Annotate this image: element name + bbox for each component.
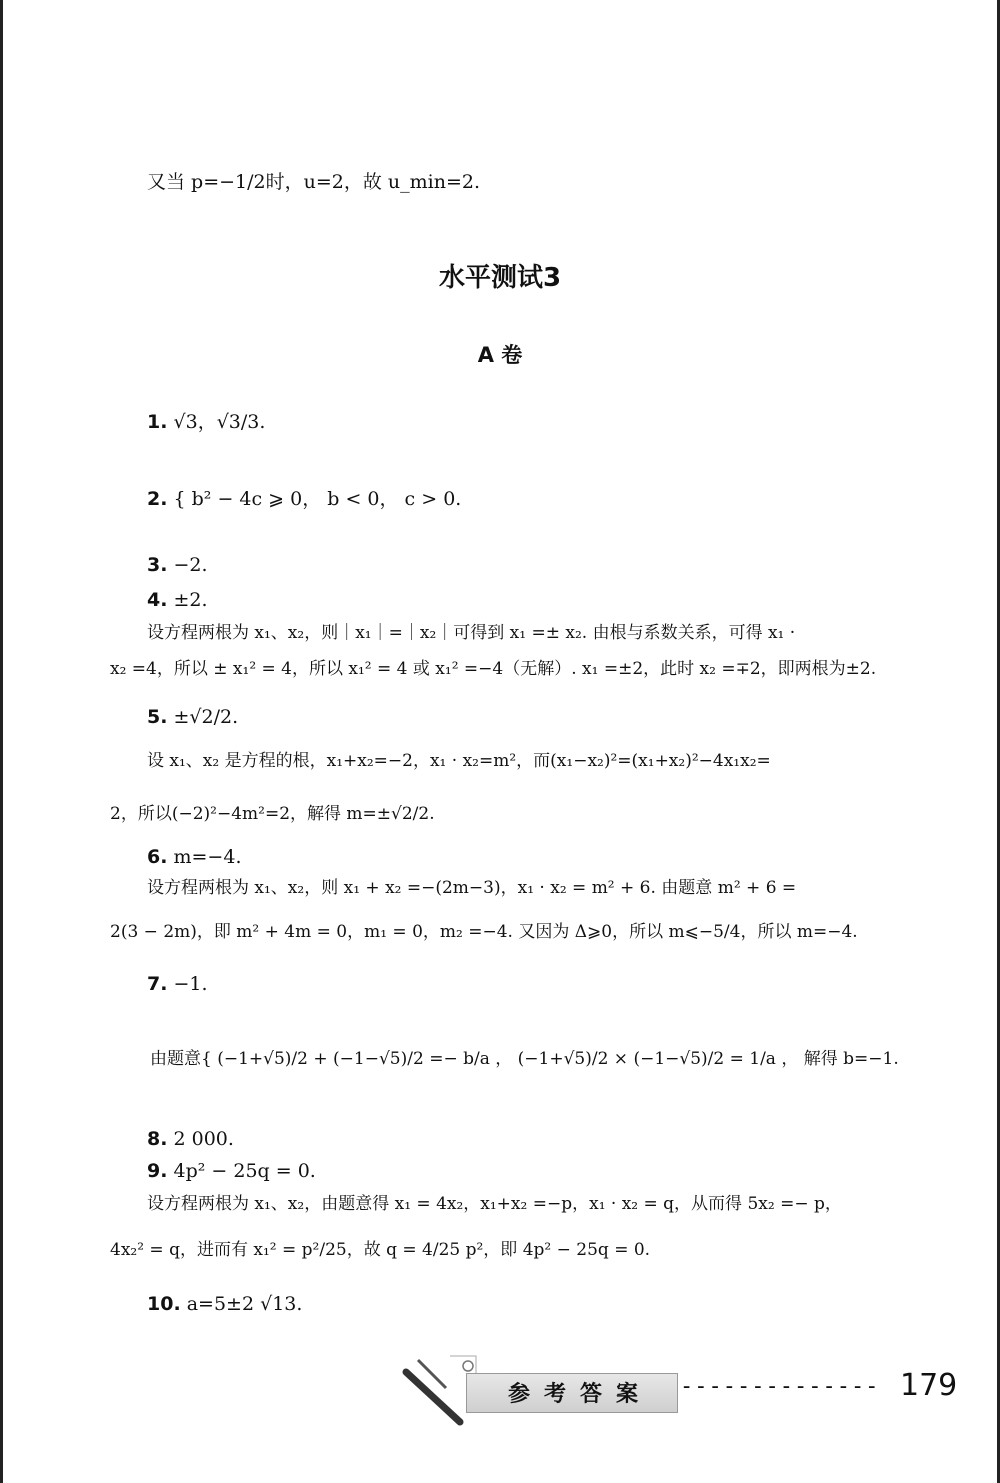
footer-dashes: --------------	[680, 1374, 880, 1399]
answer-2: 2. { b² − 4c ⩾ 0， b < 0， c > 0.	[147, 488, 462, 510]
answer-4: 4. ±2.	[147, 589, 208, 611]
section-title: 水平测试3	[438, 263, 562, 293]
footer-label: 参考答案	[508, 1382, 653, 1407]
answer-1: 1. √3，√3/3.	[147, 411, 266, 433]
answer-4-explanation-line-2: x₂ =4，所以 ± x₁² = 4，所以 x₁² = 4 或 x₁² =−4（无解）. x₁ =±2，此时 x₂ =∓2，即两根为±2.	[110, 659, 877, 679]
answer-6-explanation-line-1: 设方程两根为 x₁、x₂，则 x₁ + x₂ =−(2m−3)，x₁ · x₂ = m² + 6. 由题意 m² + 6 =	[147, 878, 797, 898]
answer-9: 9. 4p² − 25q = 0.	[147, 1160, 316, 1182]
answer-7-explanation: 由题意{ (−1+√5)/2 + (−1−√5)/2 =− b/a ， (−1+√5)/2 × (−1−√5)/2 = 1/a ， 解得 b=−1.	[150, 1049, 899, 1069]
answer-8: 8. 2 000.	[147, 1128, 234, 1150]
answer-5: 5. ±√2/2.	[147, 706, 239, 728]
answer-3: 3. −2.	[147, 554, 208, 576]
answer-5-explanation-line-1: 设 x₁、x₂ 是方程的根，x₁+x₂=−2，x₁ · x₂=m²，而(x₁−x₂)²=(x₁+x₂)²−4x₁x₂=	[147, 751, 771, 771]
answer-6-explanation-line-2: 2(3 − 2m)，即 m² + 4m = 0，m₁ = 0，m₂ =−4. 又因为 Δ⩾0，所以 m⩽−5/4，所以 m=−4.	[110, 922, 858, 942]
answer-9-explanation-line-2: 4x₂² = q，进而有 x₁² = p²/25，故 q = 4/25 p²，即 4p² − 25q = 0.	[110, 1240, 651, 1260]
answer-9-explanation-line-1: 设方程两根为 x₁、x₂，由题意得 x₁ = 4x₂，x₁+x₂ =−p，x₁ · x₂ = q，从而得 5x₂ =− p，	[147, 1194, 842, 1214]
answer-7: 7. −1.	[147, 973, 208, 995]
section-subtitle: A 卷	[477, 343, 523, 367]
top-line: 又当 p=−1/2时，u=2，故 u_min=2.	[147, 171, 481, 193]
answer-6: 6. m=−4.	[147, 846, 242, 868]
answer-5-explanation-line-2: 2，所以(−2)²−4m²=2，解得 m=±√2/2.	[110, 804, 435, 824]
answer-4-explanation-line-1: 设方程两根为 x₁、x₂，则｜x₁｜=｜x₂｜可得到 x₁ =± x₂. 由根与系数关系，可得 x₁ ·	[147, 623, 796, 643]
page-border-left	[0, 0, 3, 1483]
page-number: 179	[900, 1368, 958, 1403]
answer-10: 10. a=5±2 √13.	[147, 1293, 303, 1315]
